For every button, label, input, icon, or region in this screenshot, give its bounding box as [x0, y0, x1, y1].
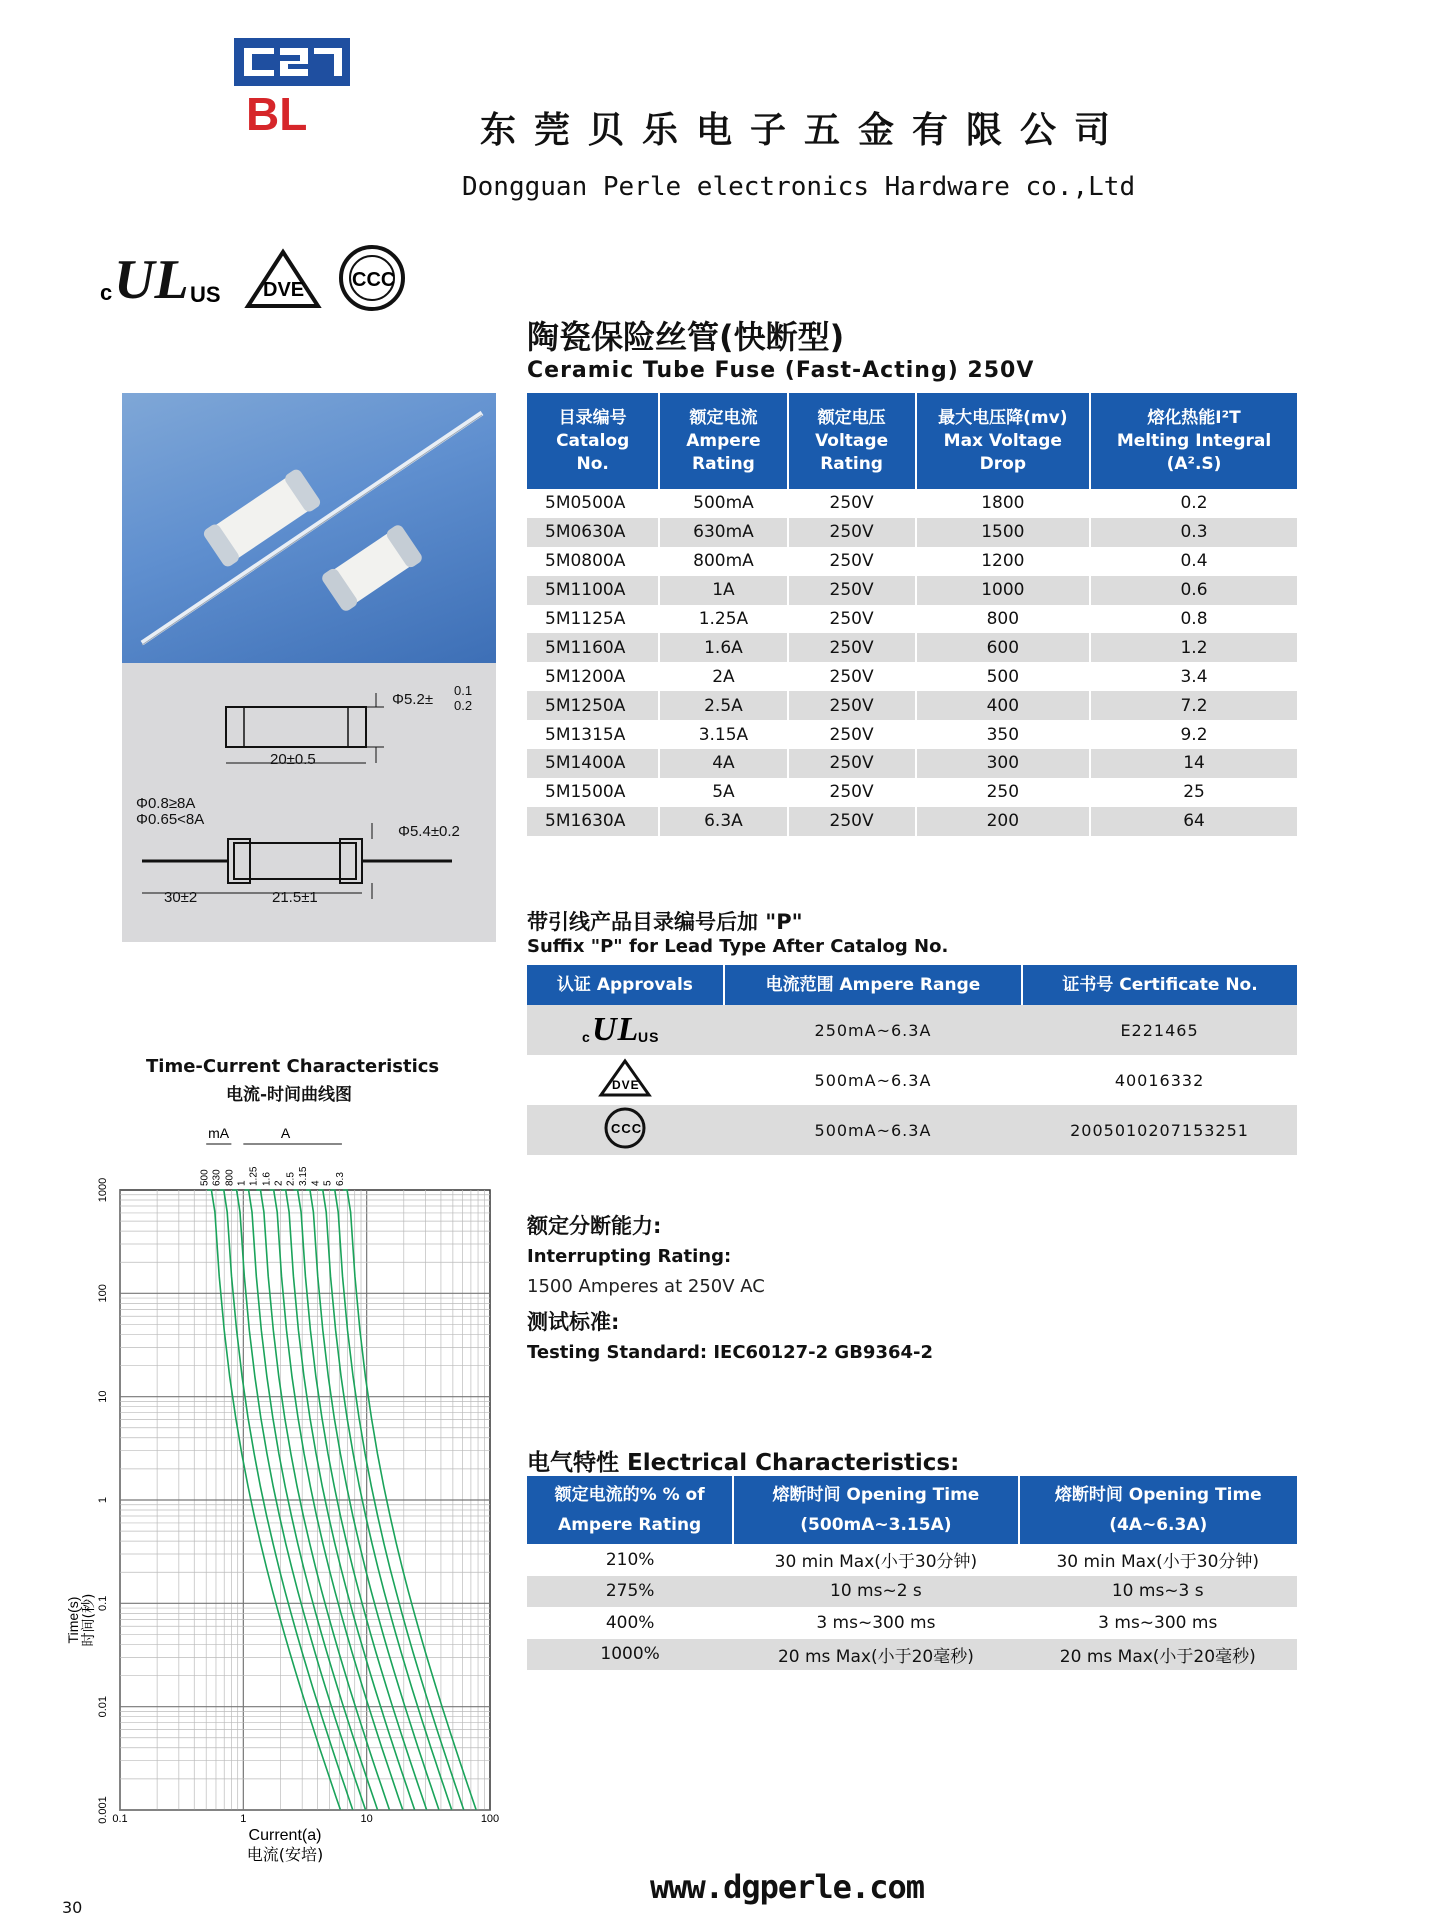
header-percent-rating: 额定电流的% % of Ampere Rating [527, 1476, 733, 1544]
table-cell: 800 [916, 605, 1090, 634]
table-row [527, 576, 1297, 605]
y-tick-label: 0.1 [97, 1595, 109, 1611]
ul-mark-icon [100, 249, 221, 311]
table-cell: 5M1315A [527, 720, 659, 749]
x-tick-label: 0.1 [112, 1813, 128, 1825]
table-cell: 250V [788, 720, 916, 749]
time-current-chart [60, 1100, 500, 1870]
table-cell: 250V [788, 807, 916, 836]
vde-mark-icon [248, 252, 318, 306]
table-row [527, 605, 1297, 634]
table-row [527, 662, 1297, 691]
table-cell: 250V [788, 662, 916, 691]
svg-text:CCC: CCC [611, 1121, 643, 1136]
table-cell: 1000% [527, 1639, 733, 1671]
series-label: 1.6 [261, 1172, 273, 1186]
company-name-en: Dongguan Perle electronics Hardware co.,Ltd [462, 172, 1136, 202]
table-cell: 10 ms~2 s [733, 1576, 1018, 1608]
table-cell: 400% [527, 1607, 733, 1639]
table-cell: 250V [788, 576, 916, 605]
table-cell: 0.8 [1090, 605, 1297, 634]
table-row [527, 1576, 1297, 1608]
svg-text:c: c [100, 280, 113, 305]
table-cell: 500mA [659, 489, 787, 518]
table-cell: 7.2 [1090, 691, 1297, 720]
table-row [527, 518, 1297, 547]
table-cell: 5M0800A [527, 547, 659, 576]
approval-range: 500mA~6.3A [724, 1055, 1022, 1105]
product-title-en: Ceramic Tube Fuse (Fast-Acting) 250V [527, 358, 1035, 383]
table-cell: 2.5A [659, 691, 787, 720]
table-cell: 5M1100A [527, 576, 659, 605]
website: www.dgperle.com [650, 1868, 924, 1906]
table-cell: 1.2 [1090, 633, 1297, 662]
interrupting-rating-value: 1500 Amperes at 250V AC [527, 1276, 765, 1297]
suffix-note-cn: 带引线产品目录编号后加 "P" [527, 910, 803, 934]
approval-cert: 40016332 [1022, 1055, 1297, 1105]
table-cell: 250V [788, 633, 916, 662]
dim-lead-length: 30±2 [164, 889, 198, 906]
dim-lead-dia-2: Φ0.65<8A [136, 811, 205, 828]
table-row [527, 1639, 1297, 1671]
table-cell: 250V [788, 749, 916, 778]
suffix-note-en: Suffix "P" for Lead Type After Catalog No. [527, 936, 949, 957]
header-approvals: 认证 Approvals [527, 965, 724, 1005]
table-cell: 250V [788, 547, 916, 576]
y-tick-label: 10 [97, 1390, 109, 1403]
dim-tol-plus: 0.1 [454, 683, 473, 698]
series-label: 5 [322, 1180, 334, 1186]
header-certificate-no: 证书号 Certificate No. [1022, 965, 1297, 1005]
table-row [527, 1607, 1297, 1639]
electrical-table [527, 1476, 1297, 1670]
approvals-table [527, 965, 1297, 1155]
table-cell: 300 [916, 749, 1090, 778]
dim-lead-dia-1: Φ0.8≥8A [136, 795, 196, 812]
svg-text:c: c [582, 1029, 592, 1045]
table-cell: 5M1500A [527, 778, 659, 807]
ul-mark-icon [527, 1005, 724, 1055]
chart-title: Time-Current Characteristics [146, 1056, 440, 1077]
table-cell: 14 [1090, 749, 1297, 778]
table-cell: 9.2 [1090, 720, 1297, 749]
dim-tol-minus: 0.2 [454, 698, 473, 713]
table-cell: 3 ms~300 ms [1019, 1607, 1297, 1639]
table-cell: 1800 [916, 489, 1090, 518]
logo-bl-text: BL [246, 88, 308, 136]
catalog-table-body [527, 489, 1297, 836]
table-cell: 800mA [659, 547, 787, 576]
header-opening-time-low: 熔断时间 Opening Time (500mA~3.15A) [733, 1476, 1018, 1544]
series-label: 2 [273, 1180, 285, 1186]
table-cell: 250V [788, 605, 916, 634]
table-cell: 1.6A [659, 633, 787, 662]
table-cell: 250V [788, 778, 916, 807]
table-cell: 5M0630A [527, 518, 659, 547]
table-cell: 250 [916, 778, 1090, 807]
table-cell: 30 min Max(小于30分钟) [1019, 1544, 1297, 1576]
table-cell: 0.4 [1090, 547, 1297, 576]
ccc-mark-icon [341, 247, 403, 309]
table-cell: 630mA [659, 518, 787, 547]
table-row [527, 633, 1297, 662]
table-cell: 20 ms Max(小于20毫秒) [733, 1639, 1018, 1671]
table-cell: 0.2 [1090, 489, 1297, 518]
dim-diameter-2: Φ5.4±0.2 [398, 823, 460, 840]
svg-text:US: US [190, 282, 221, 307]
table-cell: 10 ms~3 s [1019, 1576, 1297, 1608]
series-label: 3.15 [297, 1166, 309, 1186]
table-cell: 5M0500A [527, 489, 659, 518]
company-name-cn: 东莞贝乐电子五金有限公司 [480, 109, 1129, 151]
chart-subtitle: 电流-时间曲线图 [226, 1085, 353, 1105]
table-cell: 1500 [916, 518, 1090, 547]
x-tick-label: 1 [240, 1813, 247, 1825]
table-row [527, 749, 1297, 778]
table-row [527, 489, 1297, 518]
dim-diameter-1: Φ5.2± [392, 691, 434, 708]
table-row [527, 807, 1297, 836]
page-number: 30 [62, 1898, 83, 1917]
table-cell: 5M1250A [527, 691, 659, 720]
table-cell: 1A [659, 576, 787, 605]
product-photo [122, 393, 496, 663]
y-tick-label: 1 [97, 1496, 109, 1504]
svg-text:DVE: DVE [612, 1078, 641, 1092]
table-row [527, 1544, 1297, 1576]
table-cell: 0.6 [1090, 576, 1297, 605]
table-cell: 600 [916, 633, 1090, 662]
table-cell: 5M1125A [527, 605, 659, 634]
table-cell: 500 [916, 662, 1090, 691]
table-cell: 6.3A [659, 807, 787, 836]
table-cell: 250V [788, 489, 916, 518]
unit-label-ma: mA [208, 1125, 230, 1141]
product-title-cn: 陶瓷保险丝管(快断型) [527, 318, 845, 356]
y-tick-label: 0.001 [97, 1796, 109, 1824]
series-label: 1.25 [248, 1166, 260, 1186]
header-catalog-no: 目录编号 Catalog No. [527, 393, 659, 489]
x-axis-label: Current(a) [248, 1827, 322, 1844]
series-label: 630 [211, 1169, 223, 1186]
table-cell: 64 [1090, 807, 1297, 836]
table-cell: 200 [916, 807, 1090, 836]
dim-length-2: 21.5±1 [272, 889, 318, 906]
unit-label-a: A [280, 1125, 291, 1141]
table-cell: 400 [916, 691, 1090, 720]
table-cell: 3 ms~300 ms [733, 1607, 1018, 1639]
table-cell: 25 [1090, 778, 1297, 807]
testing-standard-cn: 测试标准: [527, 1310, 620, 1334]
table-cell: 2A [659, 662, 787, 691]
svg-text:UL: UL [114, 249, 189, 311]
header-ampere-range: 电流范围 Ampere Range [724, 965, 1022, 1005]
header-opening-time-high: 熔断时间 Opening Time (4A~6.3A) [1019, 1476, 1297, 1544]
ccc-mark-icon [527, 1105, 724, 1155]
svg-text:UL: UL [592, 1011, 640, 1048]
header-ampere-rating: 额定电流 Ampere Rating [659, 393, 787, 489]
electrical-table-body [527, 1544, 1297, 1670]
header-voltage-rating: 额定电压 Voltage Rating [788, 393, 916, 489]
series-label: 2.5 [285, 1172, 297, 1186]
table-cell: 5M1630A [527, 807, 659, 836]
interrupting-rating-cn: 额定分断能力: [527, 1214, 662, 1238]
table-cell: 30 min Max(小于30分钟) [733, 1544, 1018, 1576]
y-axis-label: Time(s) [65, 1596, 81, 1644]
table-cell: 5M1200A [527, 662, 659, 691]
series-label: 6.3 [334, 1172, 346, 1186]
series-label: 4 [310, 1180, 322, 1186]
company-logo [232, 36, 352, 136]
y-tick-label: 100 [97, 1284, 109, 1303]
approval-range: 250mA~6.3A [724, 1005, 1022, 1055]
table-cell: 250V [788, 691, 916, 720]
vde-mark-icon [527, 1055, 724, 1105]
table-cell: 1.25A [659, 605, 787, 634]
svg-text:CCC: CCC [352, 269, 396, 291]
series-label: 800 [224, 1169, 236, 1186]
x-tick-label: 10 [360, 1813, 373, 1825]
table-cell: 250V [788, 518, 916, 547]
approval-row [527, 1005, 1297, 1055]
testing-standard-en: Testing Standard: IEC60127-2 GB9364-2 [527, 1342, 934, 1363]
approval-cert: 2005010207153251 [1022, 1105, 1297, 1155]
table-cell: 5M1160A [527, 633, 659, 662]
certification-marks [98, 240, 418, 320]
table-row [527, 720, 1297, 749]
header-melting-integral: 熔化热能I²T Melting Integral (A².S) [1090, 393, 1297, 489]
table-cell: 210% [527, 1544, 733, 1576]
approval-cert: E221465 [1022, 1005, 1297, 1055]
table-row [527, 778, 1297, 807]
table-cell: 275% [527, 1576, 733, 1608]
table-cell: 4A [659, 749, 787, 778]
table-cell: 350 [916, 720, 1090, 749]
table-cell: 1000 [916, 576, 1090, 605]
y-axis-label-cn: 时间(秒) [81, 1593, 97, 1647]
table-row [527, 547, 1297, 576]
svg-text:US: US [638, 1029, 660, 1045]
y-tick-label: 1000 [97, 1177, 109, 1203]
approval-row [527, 1055, 1297, 1105]
approval-range: 500mA~6.3A [724, 1105, 1022, 1155]
table-row [527, 691, 1297, 720]
table-cell: 1200 [916, 547, 1090, 576]
catalog-table [527, 393, 1297, 836]
table-cell: 5A [659, 778, 787, 807]
interrupting-rating-en: Interrupting Rating: [527, 1246, 732, 1267]
x-axis-label-cn: 电流(安培) [246, 1845, 324, 1864]
table-cell: 20 ms Max(小于20毫秒) [1019, 1639, 1297, 1671]
dimension-drawing [122, 663, 496, 942]
series-label: 500 [199, 1169, 211, 1186]
svg-text:DVE: DVE [263, 279, 305, 301]
table-cell: 0.3 [1090, 518, 1297, 547]
dim-length-1: 20±0.5 [270, 751, 316, 768]
table-cell: 5M1400A [527, 749, 659, 778]
header-max-voltage-drop: 最大电压降(mv) Max Voltage Drop [916, 393, 1090, 489]
table-cell: 3.15A [659, 720, 787, 749]
y-tick-label: 0.01 [97, 1695, 109, 1718]
series-label: 1 [236, 1180, 248, 1186]
approval-row [527, 1105, 1297, 1155]
table-cell: 3.4 [1090, 662, 1297, 691]
x-tick-label: 100 [480, 1813, 500, 1825]
electrical-title: 电气特性 Electrical Characteristics: [527, 1450, 960, 1476]
